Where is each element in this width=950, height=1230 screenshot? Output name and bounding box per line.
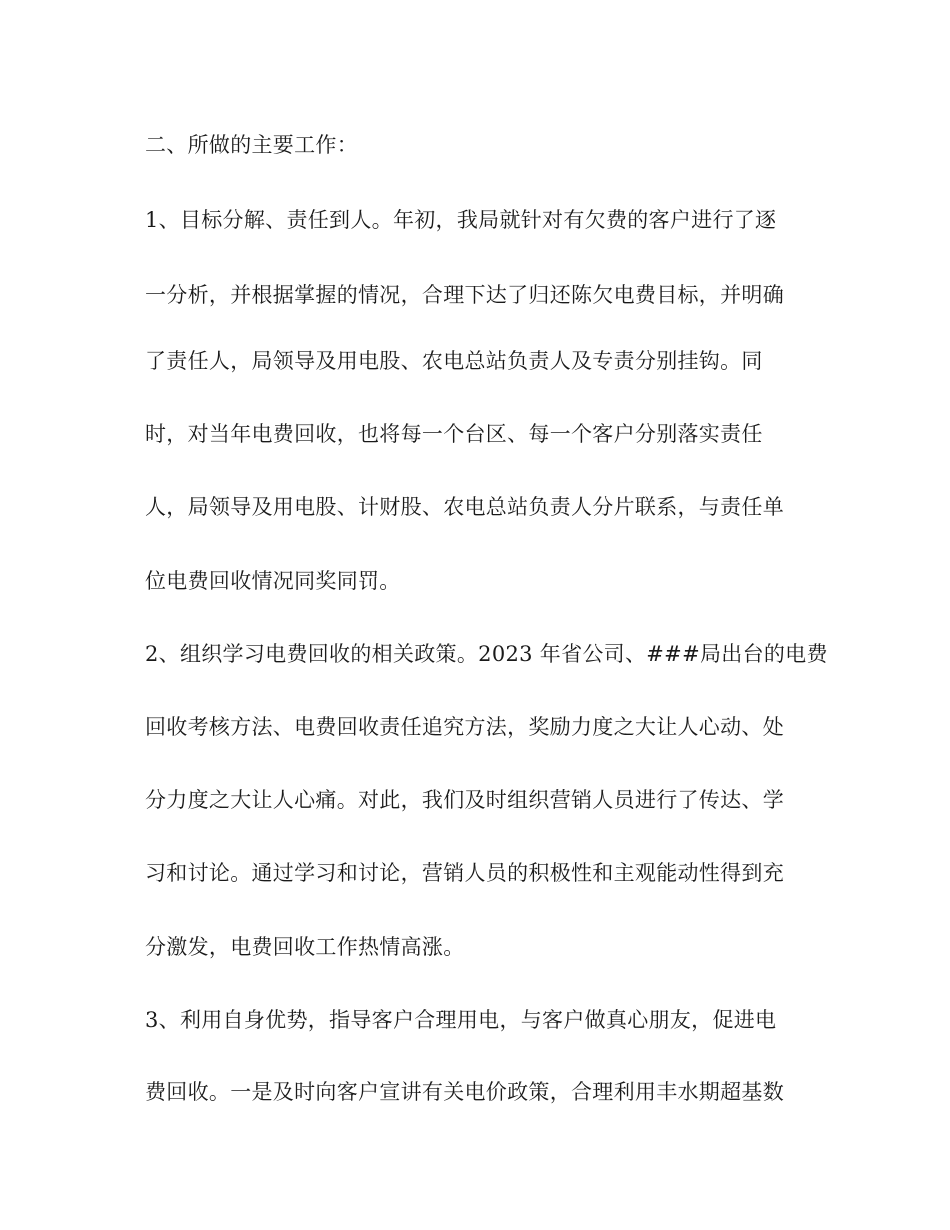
paragraph-3-line-2: 费回收。一是及时向客户宣讲有关电价政策，合理利用丰水期超基数 bbox=[145, 1080, 784, 1104]
paragraph-2-line-1: 2、组织学习电费回收的相关政策。2023 年省公司、###局出台的电费 bbox=[145, 642, 828, 666]
paragraph-3-line-1: 3、利用自身优势，指导客户合理用电，与客户做真心朋友，促进电 bbox=[145, 1008, 777, 1032]
paragraph-2-line-2: 回收考核方法、电费回收责任追究方法，奖励力度之大让人心动、处 bbox=[145, 715, 784, 739]
paragraph-1-line-6: 位电费回收情况同奖同罚。 bbox=[145, 569, 401, 593]
paragraph-1-line-2: 一分析，并根据掌握的情况，合理下达了归还陈欠电费目标，并明确 bbox=[145, 283, 784, 307]
paragraph-2-line-3: 分力度之大让人心痛。对此，我们及时组织营销人员进行了传达、学 bbox=[145, 788, 784, 812]
paragraph-1-line-1: 1、目标分解、责任到人。年初，我局就针对有欠费的客户进行了逐 bbox=[145, 208, 777, 232]
section-heading: 二、所做的主要工作： bbox=[145, 133, 358, 157]
paragraph-2-line-4: 习和讨论。通过学习和讨论，营销人员的积极性和主观能动性得到充 bbox=[145, 861, 784, 885]
paragraph-1-line-3: 了责任人，局领导及用电股、农电总站负责人及专责分别挂钩。同 bbox=[145, 349, 763, 373]
paragraph-1-line-4: 时，对当年电费回收，也将每一个台区、每一个客户分别落实责任 bbox=[145, 422, 763, 446]
paragraph-2-line-5: 分激发，电费回收工作热情高涨。 bbox=[145, 935, 465, 959]
paragraph-1-line-5: 人，局领导及用电股、计财股、农电总站负责人分片联系，与责任单 bbox=[145, 495, 784, 519]
